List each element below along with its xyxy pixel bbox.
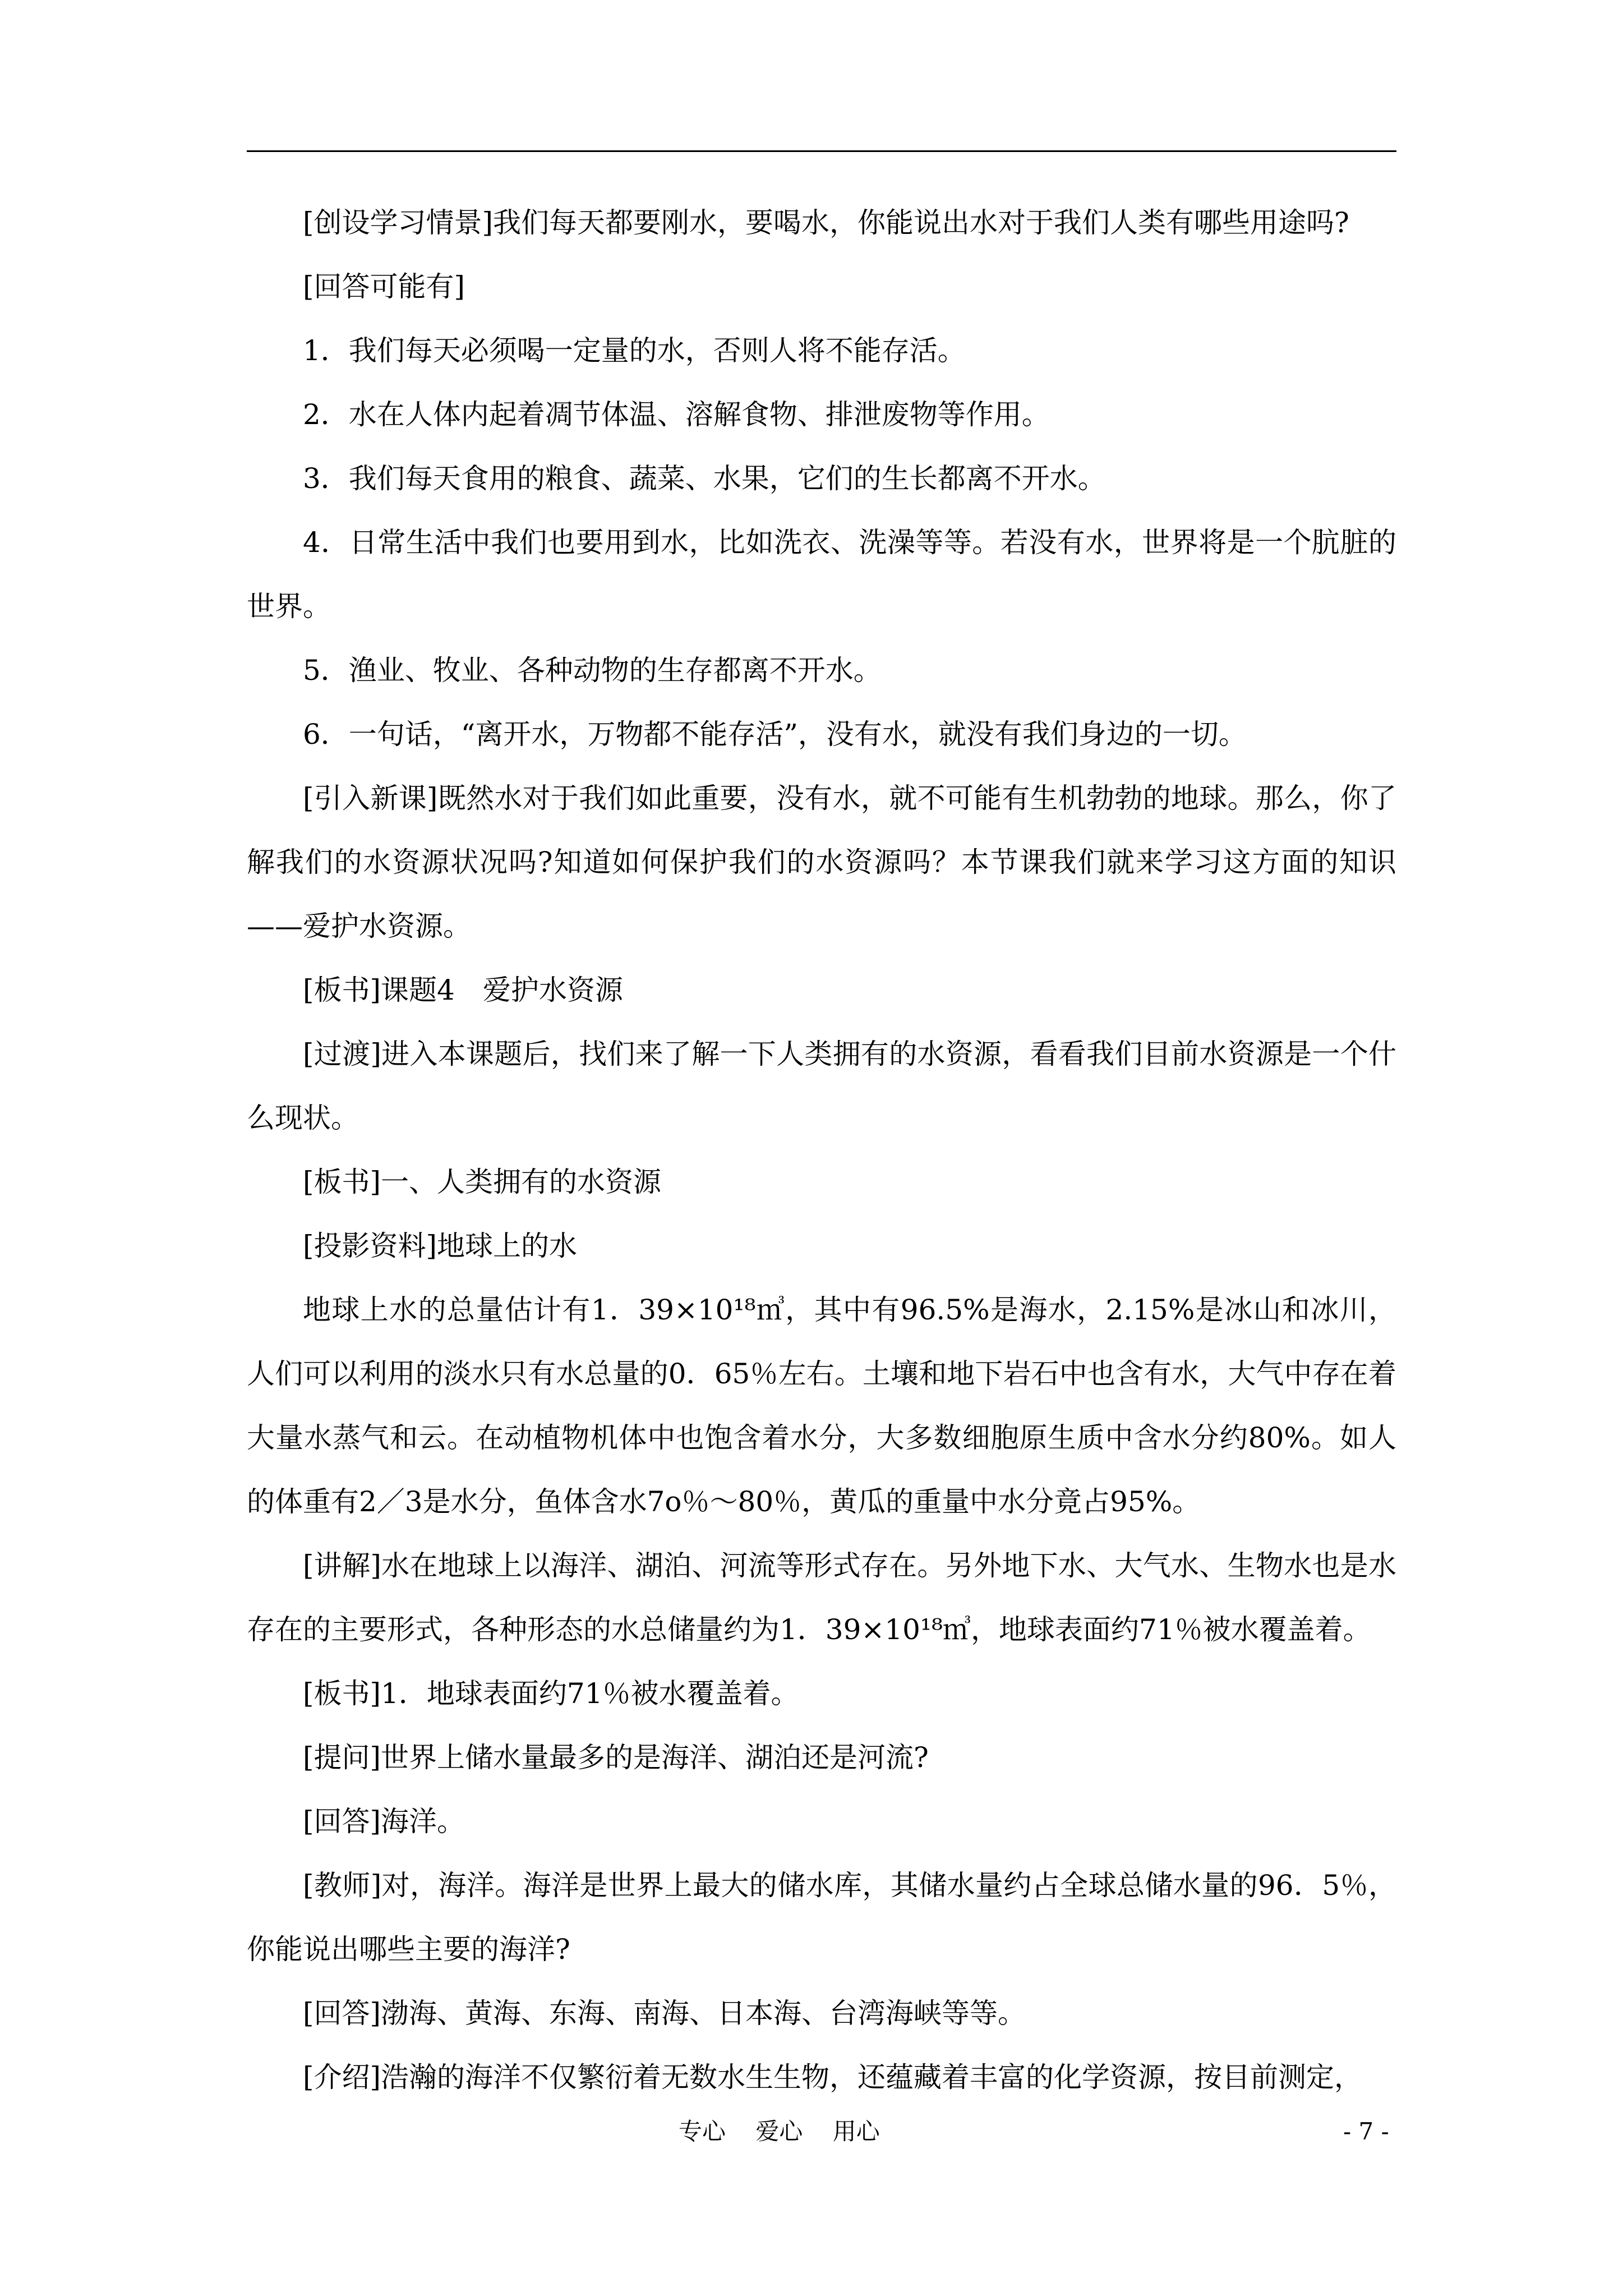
paragraph: 4．日常生活中我们也要用到水，比如洗衣、洗澡等等。若没有水，世界将是一个肮脏的世界。 [247, 526, 1396, 623]
header-rule [247, 150, 1396, 152]
footer-motto: 专心 爱心 用心 [679, 2118, 880, 2145]
paragraph: [回答可能有] [303, 270, 465, 303]
paragraph: 3．我们每天食用的粮食、蔬菜、水果，它们的生长都离不开水。 [303, 462, 1106, 495]
paragraph: [板书]课题4 爱护水资源 [303, 974, 623, 1006]
paragraph: 6．一句话，“离开水，万物都不能存活”，没有水，就没有我们身边的一切。 [303, 718, 1247, 751]
paragraph: [过渡]进入本课题后，找们来了解一下人类拥有的水资源，看看我们目前水资源是一个什么现状。 [247, 1038, 1396, 1134]
paragraph: [提问]世界上储水量最多的是海洋、湖泊还是河流? [303, 1741, 929, 1774]
paragraph: [板书]一、人类拥有的水资源 [303, 1166, 662, 1198]
paragraph: [引入新课]既然水对于我们如此重要，没有水，就不可能有生机勃勃的地球。那么，你了解我们的水资源状况吗?知道如何保护我们的水资源吗？本节课我们就来学习这方面的知识——爱护水资源。 [247, 782, 1396, 942]
paragraph: [讲解]水在地球上以海洋、湖泊、河流等形式存在。另外地下水、大气水、生物水也是水存在的主要形式，各种形态的水总储量约为1．39×10¹⁸㎥，地球表面约71％被水覆盖着。 [247, 1549, 1396, 1646]
paragraph: [投影资料]地球上的水 [303, 1230, 578, 1262]
page-number: - 7 - [1343, 2118, 1389, 2145]
paragraph: [创设学习情景]我们每天都要刚水，要喝水，你能说出水对于我们人类有哪些用途吗? [303, 206, 1349, 239]
paragraph: [教师]对，海洋。海洋是世界上最大的储水库，其储水量约占全球总储水量的96．5％，你能说出哪些主要的海洋? [247, 1869, 1396, 1966]
paragraph: [介绍]浩瀚的海洋不仅繁衍着无数水生生物，还蕴藏着丰富的化学资源，按目前测定， [303, 2061, 1363, 2093]
paragraph: [板书]1．地球表面约71％被水覆盖着。 [303, 1677, 799, 1710]
document-body [247, 191, 1396, 2109]
paragraph: 5．渔业、牧业、各种动物的生存都离不开水。 [303, 654, 882, 687]
paragraph: 1．我们每天必须喝一定量的水，否则人将不能存活。 [303, 334, 966, 367]
paragraph: [回答]海洋。 [303, 1805, 465, 1838]
paragraph: 2．水在人体内起着凋节体温、溶解食物、排泄废物等作用。 [303, 398, 1050, 431]
paragraph: [回答]渤海、黄海、东海、南海、日本海、台湾海峡等等。 [303, 1997, 1026, 2030]
paragraph: 地球上水的总量估计有1．39×10¹⁸㎥，其中有96.5%是海水，2.15%是冰山和冰川，人们可以利用的淡水只有水总量的0．65％左右。土壤和地下岩石中也含有水，大气中存在着大量水蒸气和云。在动植物机体中也饱含着水分，大多数细胞原生质中含水分约80%。如人的体重有2／3是水分，鱼体含水7o％～80％，黄瓜的重量中水分竟占95%。 [247, 1294, 1396, 1518]
